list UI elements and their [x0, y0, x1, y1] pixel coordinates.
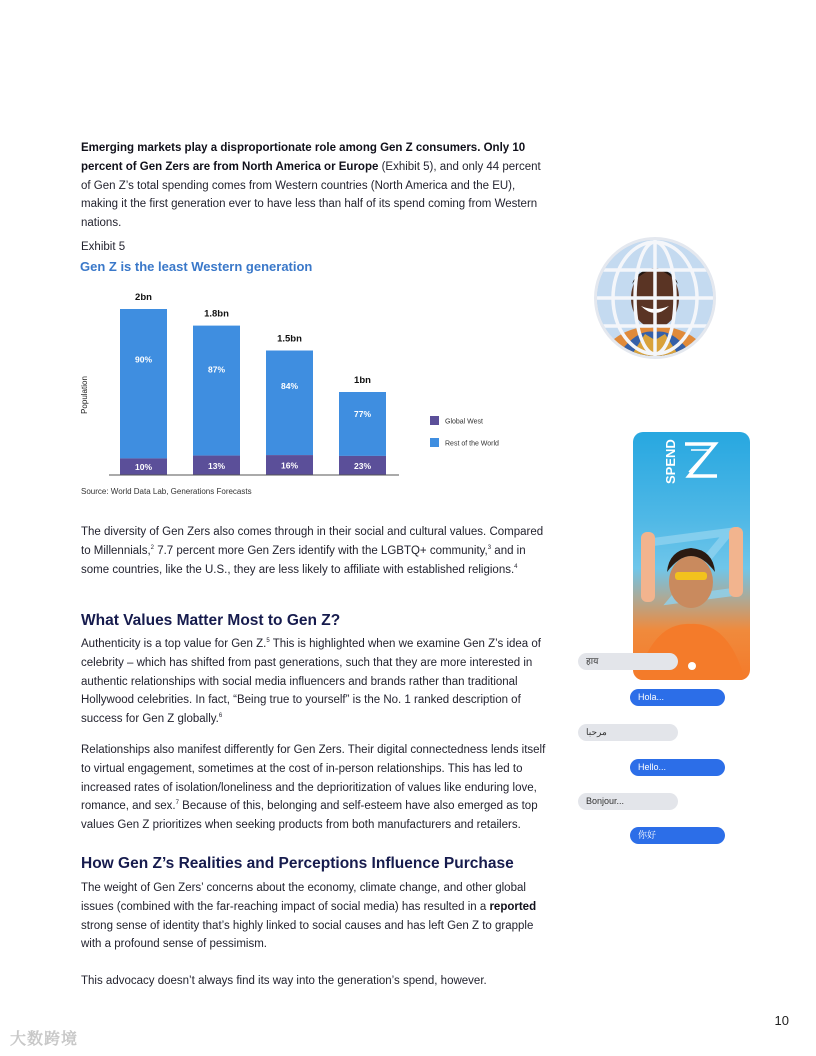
globe-portrait-image — [594, 237, 716, 359]
footnote-ref: 5 — [266, 638, 270, 645]
text-run: The diversity of Gen Zers also comes through in their social and cultural values. Compared to Millennials, — [81, 526, 544, 557]
intro-rest: (Exhibit 5), and only 44 percent of Gen Z’s total spending comes from Western countries (North America and the EU), making it the first generation ever to have less than half of its spend coming from Western nations. — [81, 160, 541, 230]
bar-value-label: 84% — [280, 381, 299, 392]
heading-values: What Values Matter Most to Gen Z? — [81, 612, 341, 629]
phone-image — [633, 432, 750, 680]
intro-bold: Emerging markets play a disproportionate role among Gen Z consumers. Only 10 percent of Gen Zers are from North America or Europe — [81, 142, 526, 173]
bar-value-label: 13% — [207, 460, 226, 471]
bar-value-label: 23% — [353, 460, 372, 471]
y-axis-label: Population — [80, 376, 89, 414]
relationships-paragraph — [81, 741, 549, 835]
phone-brand-text: SPEND — [663, 439, 678, 484]
chat-bubble-gray: مرحبا — [578, 724, 678, 741]
bar-value-label: 16% — [280, 460, 299, 471]
legend-swatch — [430, 416, 439, 425]
chat-bubble-gray: Bonjour... — [578, 793, 678, 810]
text-run: strong sense of identity that’s highly linked to social causes and has left Gen Z to grapple with a profound sense of pessimism. — [81, 919, 534, 951]
phone-indicator-dot — [688, 662, 696, 670]
bar-value-label: 87% — [207, 364, 226, 375]
chat-bubble-blue: Hello... — [630, 759, 725, 776]
text-run: Relationships also manifest differently for Gen Zers. Their digital connectedness lends itself to virtual engagement, sometimes at the cost of in-person relationships. This has led to increased rates of isolation/loneliness and the deprioritization of values like enduring love, romance, and sex. — [81, 744, 546, 813]
bar-total-label: 2bn — [135, 292, 152, 303]
authenticity-paragraph — [81, 635, 549, 729]
bar-total-label: 1bn — [354, 375, 371, 386]
chat-bubble-blue: 你好 — [630, 827, 725, 844]
bar-value-label: 77% — [353, 409, 372, 420]
exhibit-label: Exhibit 5 — [81, 241, 126, 253]
heading-realities: How Gen Z’s Realities and Perceptions Influence Purchase — [81, 855, 514, 872]
page-number: 10 — [774, 1013, 789, 1028]
chart-title: Gen Z is the least Western generation — [80, 259, 313, 274]
footnote-ref: 4 — [514, 563, 518, 570]
legend-label: Global West — [445, 418, 483, 426]
text-run: The weight of Gen Zers’ concerns about the economy, climate change, and other global issues (combined with the far-reaching impact of social media) has resulted in a — [81, 882, 526, 913]
footnote-ref: 7 — [175, 800, 179, 807]
text-run: 7.7 percent more Gen Zers identify with the LGBTQ+ community, — [154, 544, 488, 557]
intro-paragraph — [81, 139, 549, 233]
legend-swatch — [430, 438, 439, 447]
text-run: Authenticity is a top value for Gen Z. — [81, 638, 267, 650]
bar-rest-of-world — [266, 351, 313, 456]
advocacy-paragraph: This advocacy doesn’t always find its way into the generation’s spend, however. — [81, 975, 487, 987]
footnote-ref: 2 — [150, 544, 155, 551]
watermark-logo: 大数跨境 — [10, 1031, 79, 1048]
text-run: This is highlighted when we examine Gen Z’s idea of celebrity – which has shifted from past generations, such that they are more interested in authentic relationships with social media influencers and brands rather than traditional Hollywood celebrities. In fact, “Being true to yourself” is the No. 1 ranked description of success for Gen Z globally. — [81, 638, 541, 726]
footnote-ref: 3 — [487, 544, 492, 551]
chart-source: Source: World Data Lab, Generations Forecasts — [81, 487, 252, 496]
legend-label: Rest of the World — [445, 440, 499, 448]
text-run: and in some countries, like the U.S., they are less likely to affiliate with established religions. — [81, 544, 526, 576]
bar-total-label: 1.8bn — [204, 308, 229, 320]
diversity-paragraph — [81, 523, 549, 579]
bar-rest-of-world — [193, 326, 240, 456]
bar-total-label: 1.5bn — [277, 333, 302, 345]
footnote-ref: 6 — [218, 713, 223, 720]
bar-rest-of-world — [120, 309, 167, 458]
chat-bubble-blue: Hola... — [630, 689, 725, 706]
stacked-bar-chart — [76, 285, 546, 485]
bar-rest-of-world — [339, 392, 386, 456]
text-run: Because of this, belonging and self-esteem have also emerged as top values Gen Z prioritizes when seeking products from both manufacturers and retailers. — [81, 800, 538, 832]
chat-bubble-gray: हाय — [578, 653, 678, 670]
text-bold: reported — [489, 900, 537, 913]
weight-paragraph — [81, 879, 549, 954]
bar-value-label: 90% — [134, 354, 153, 365]
bar-value-label: 10% — [134, 462, 153, 473]
